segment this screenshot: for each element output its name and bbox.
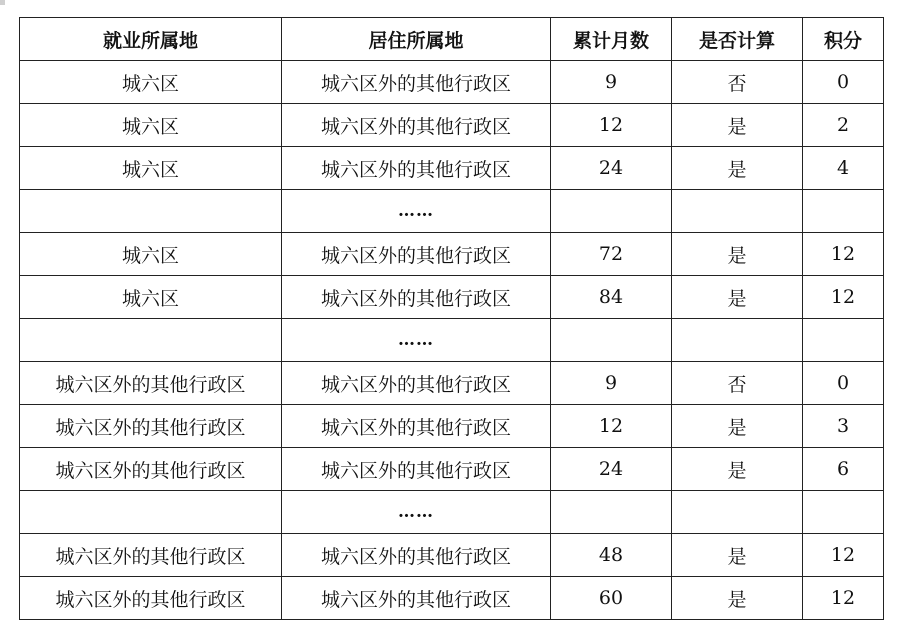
table-row: [20, 147, 884, 190]
cell-points: 12: [803, 534, 884, 577]
cell-employment-location: 城六区: [20, 276, 282, 319]
cell-employment-location: 城六区: [20, 233, 282, 276]
cell-employment-location: [20, 190, 282, 233]
corner-mark: [0, 0, 5, 5]
cell-counted: 是: [672, 577, 803, 620]
cell-cumulative-months: 72: [551, 233, 672, 276]
cell-counted: [672, 190, 803, 233]
table-row: [20, 405, 884, 448]
cell-residence-location: 城六区外的其他行政区: [282, 448, 551, 491]
cell-residence-location: 城六区外的其他行政区: [282, 61, 551, 104]
cell-employment-location: 城六区外的其他行政区: [20, 577, 282, 620]
header-employment-location: 就业所属地: [20, 18, 282, 61]
cell-residence-location: 城六区外的其他行政区: [282, 362, 551, 405]
cell-cumulative-months: 24: [551, 147, 672, 190]
cell-points: 0: [803, 362, 884, 405]
ellipsis-cell: ……: [282, 319, 551, 362]
header-points: 积分: [803, 18, 884, 61]
table-row: [20, 362, 884, 405]
cell-employment-location: 城六区: [20, 104, 282, 147]
cell-cumulative-months: 9: [551, 362, 672, 405]
cell-counted: 否: [672, 362, 803, 405]
table-row: [20, 534, 884, 577]
header-counted: 是否计算: [672, 18, 803, 61]
cell-employment-location: 城六区外的其他行政区: [20, 405, 282, 448]
ellipsis-row: [20, 190, 884, 233]
cell-counted: [672, 319, 803, 362]
cell-employment-location: 城六区外的其他行政区: [20, 448, 282, 491]
cell-cumulative-months: 9: [551, 61, 672, 104]
table-row: [20, 448, 884, 491]
cell-cumulative-months: 84: [551, 276, 672, 319]
cell-cumulative-months: 60: [551, 577, 672, 620]
cell-counted: 是: [672, 276, 803, 319]
cell-counted: 是: [672, 233, 803, 276]
cell-employment-location: 城六区外的其他行政区: [20, 362, 282, 405]
table-header-row: [20, 18, 884, 61]
ellipsis-cell: ……: [282, 190, 551, 233]
cell-cumulative-months: 12: [551, 405, 672, 448]
ellipsis-row: [20, 319, 884, 362]
cell-points: 3: [803, 405, 884, 448]
table-body: [20, 61, 884, 620]
cell-residence-location: 城六区外的其他行政区: [282, 104, 551, 147]
cell-employment-location: 城六区外的其他行政区: [20, 534, 282, 577]
cell-cumulative-months: [551, 319, 672, 362]
ellipsis-cell: ……: [282, 491, 551, 534]
cell-cumulative-months: [551, 491, 672, 534]
points-table: [19, 17, 884, 620]
table-row: [20, 61, 884, 104]
cell-points: 2: [803, 104, 884, 147]
table-row: [20, 276, 884, 319]
cell-points: [803, 190, 884, 233]
cell-points: [803, 319, 884, 362]
table-row: [20, 577, 884, 620]
cell-counted: 是: [672, 405, 803, 448]
cell-residence-location: 城六区外的其他行政区: [282, 276, 551, 319]
cell-counted: 否: [672, 61, 803, 104]
cell-counted: 是: [672, 534, 803, 577]
cell-counted: 是: [672, 147, 803, 190]
cell-counted: 是: [672, 448, 803, 491]
cell-counted: 是: [672, 104, 803, 147]
cell-points: 12: [803, 233, 884, 276]
cell-residence-location: 城六区外的其他行政区: [282, 577, 551, 620]
cell-residence-location: 城六区外的其他行政区: [282, 405, 551, 448]
ellipsis-row: [20, 491, 884, 534]
cell-residence-location: 城六区外的其他行政区: [282, 233, 551, 276]
cell-points: 6: [803, 448, 884, 491]
cell-employment-location: 城六区: [20, 147, 282, 190]
cell-employment-location: [20, 491, 282, 534]
cell-cumulative-months: 24: [551, 448, 672, 491]
header-residence-location: 居住所属地: [282, 18, 551, 61]
cell-cumulative-months: 12: [551, 104, 672, 147]
table-row: [20, 104, 884, 147]
cell-points: 0: [803, 61, 884, 104]
cell-cumulative-months: [551, 190, 672, 233]
cell-residence-location: 城六区外的其他行政区: [282, 534, 551, 577]
table-row: [20, 233, 884, 276]
cell-points: 4: [803, 147, 884, 190]
cell-points: [803, 491, 884, 534]
cell-points: 12: [803, 577, 884, 620]
cell-counted: [672, 491, 803, 534]
cell-residence-location: 城六区外的其他行政区: [282, 147, 551, 190]
cell-employment-location: [20, 319, 282, 362]
cell-points: 12: [803, 276, 884, 319]
cell-employment-location: 城六区: [20, 61, 282, 104]
header-cumulative-months: 累计月数: [551, 18, 672, 61]
cell-cumulative-months: 48: [551, 534, 672, 577]
